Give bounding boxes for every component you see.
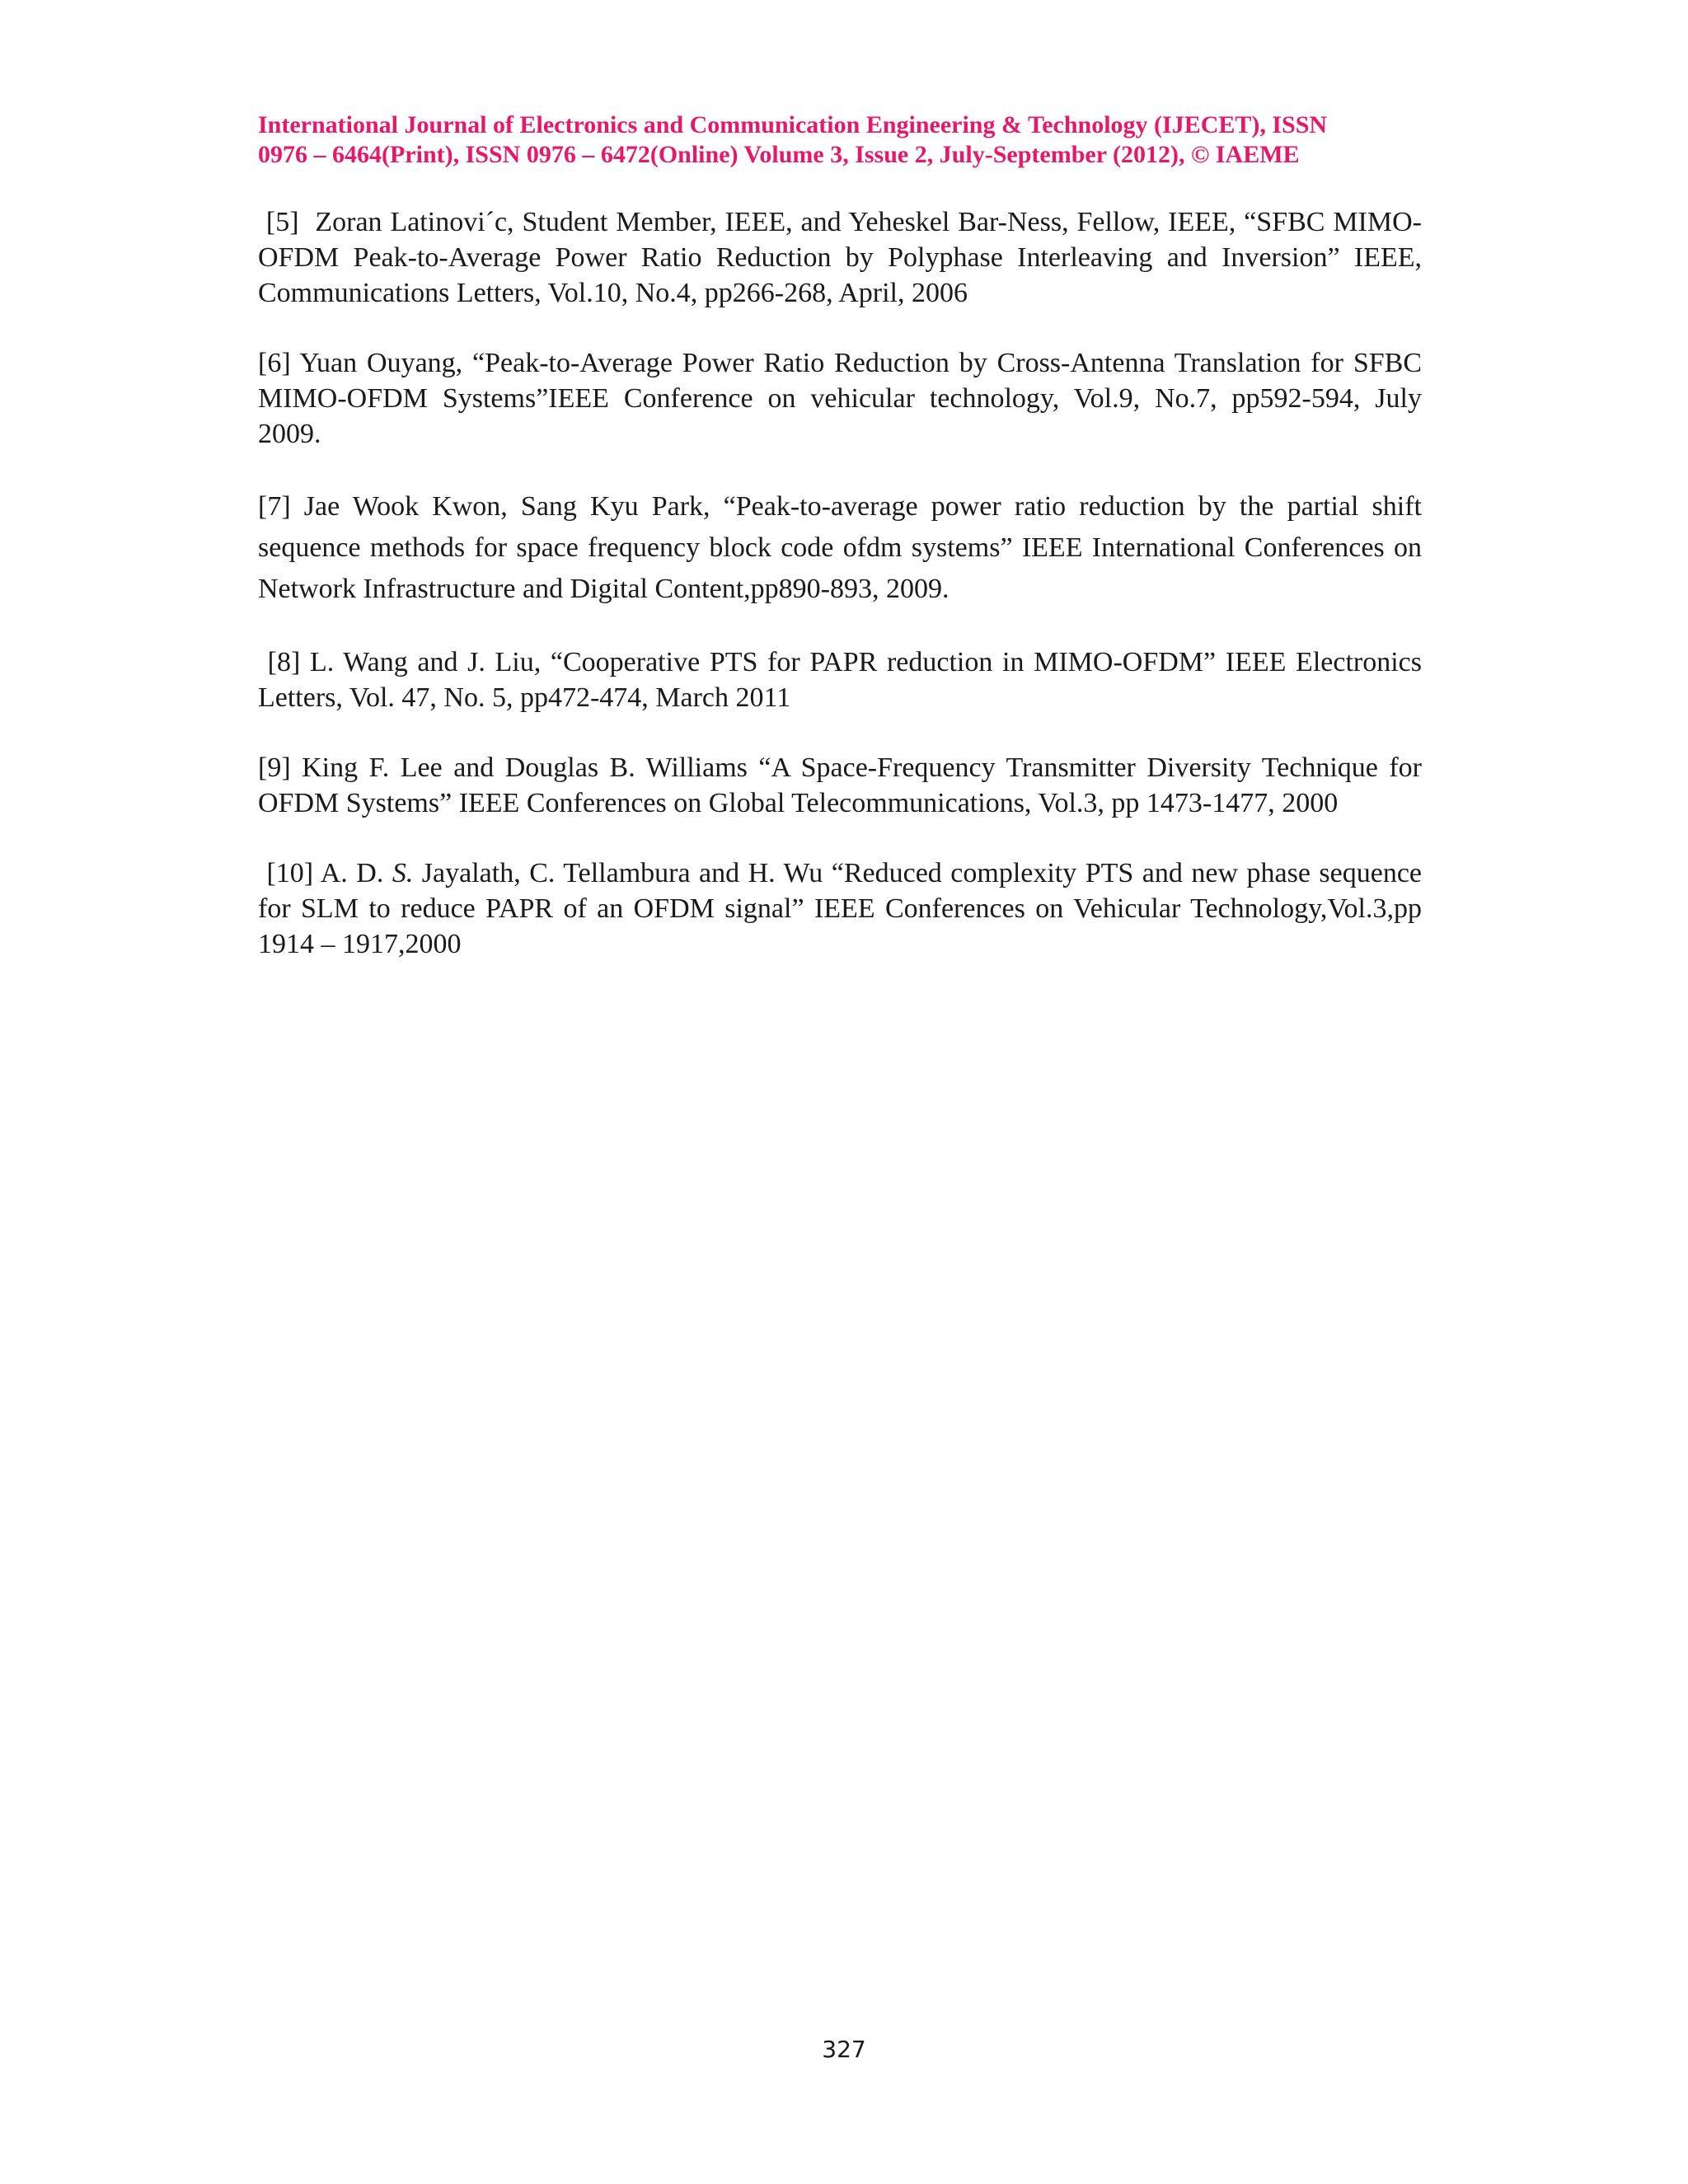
reference-9 <box>258 750 1422 821</box>
reference-list <box>258 204 1422 996</box>
reference-7-number: [7] <box>258 491 304 522</box>
reference-10-initial: S. <box>392 858 414 888</box>
reference-8-text: L. Wang and J. Liu, “Cooperative PTS for PAPR reduction in MIMO-OFDM” IEEE Electronics Letters, Vol. 47, No. 5, pp472-474, March 2011 <box>258 647 1422 713</box>
reference-7-text: Jae Wook Kwon, Sang Kyu Park, “Peak-to-average power ratio reduction by the partial shift sequence methods for space frequency block code ofdm systems” IEEE International Conferences on Network Infrastructure and Digital Content,pp890-893, 2009. <box>258 491 1422 604</box>
reference-10 <box>258 855 1422 962</box>
reference-6-text: Yuan Ouyang, “Peak-to-Average Power Ratio Reduction by Cross-Antenna Translation for SFBC MIMO-OFDM Systems”IEEE Conference on vehicular technology, Vol.9, No.7, pp592-594, July 2009. <box>258 348 1422 449</box>
journal-header <box>258 110 1422 170</box>
journal-header-line-2: 0976 – 6464(Print), ISSN 0976 – 6472(Online) Volume 3, Issue 2, July-September (2012), © IAEME <box>258 141 1300 168</box>
reference-8 <box>258 644 1422 715</box>
reference-9-number: [9] <box>258 752 302 783</box>
reference-6-number: [6] <box>258 348 300 378</box>
reference-8-number: [8] <box>258 647 310 677</box>
reference-5-text: Zoran Latinovi´c, Student Member, IEEE, and Yeheskel Bar-Ness, Fellow, IEEE, “SFBC MIMO-OFDM Peak-to-Average Power Ratio Reduction by Polyphase Interleaving and Inversion” IEEE, Communications Letters, Vol.10, No.4, pp266-268, April, 2006 <box>258 207 1422 308</box>
reference-5 <box>258 204 1422 311</box>
page-number: 327 <box>822 2036 866 2063</box>
reference-10-authors-start: A. D. <box>320 858 392 888</box>
journal-header-line-1: International Journal of Electronics and Communication Engineering & Technology (IJECET), ISSN <box>258 111 1328 138</box>
reference-5-number: [5] <box>258 207 316 237</box>
reference-9-text: King F. Lee and Douglas B. Williams “A Space-Frequency Transmitter Diversity Technique for OFDM Systems” IEEE Conferences on Global Telecommunications, Vol.3, pp 1473-1477, 2000 <box>258 752 1422 818</box>
reference-7 <box>258 486 1422 610</box>
reference-6 <box>258 345 1422 452</box>
reference-10-text: Jayalath, C. Tellambura and H. Wu “Reduced complexity PTS and new phase sequence for SLM to reduce PAPR of an OFDM signal” IEEE Conferences on Vehicular Technology,Vol.3,pp 1914 – 1917,2000 <box>258 858 1422 959</box>
reference-10-number: [10] <box>258 858 321 888</box>
